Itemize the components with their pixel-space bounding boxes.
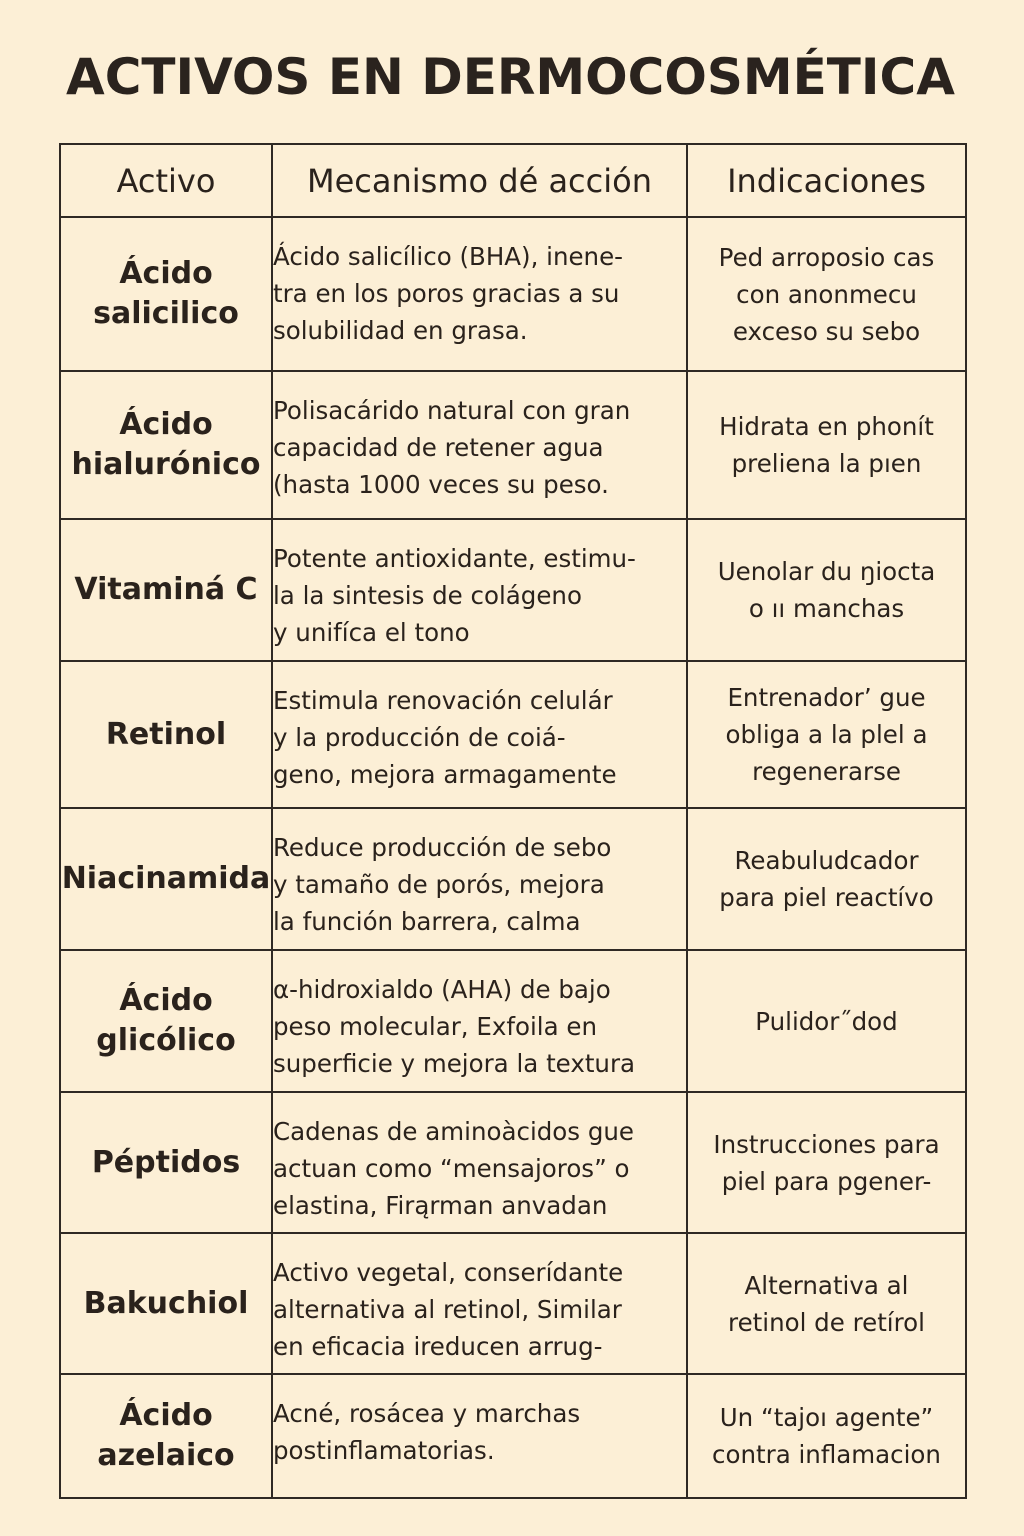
table-row [60, 661, 966, 808]
mecanismo-text: Activo vegetal, conserídante alternativa al retinol, Similar en eficacia ireducen arrug- [273, 1258, 624, 1361]
mecanismo-cell [272, 217, 687, 371]
activo-cell [60, 950, 272, 1092]
table-row [60, 1233, 966, 1374]
mecanismo-text: Cadenas de aminoàcidos gue actuan como “mensajoros” o elastina, Firąrman anvadan [273, 1117, 634, 1220]
table-row [60, 1092, 966, 1233]
activo-cell [60, 661, 272, 808]
table-row [60, 371, 966, 519]
activo-cell [60, 808, 272, 950]
activo-name: Ácido hialurónico [71, 407, 261, 482]
table-row [60, 950, 966, 1092]
activo-cell [60, 1092, 272, 1233]
indicaciones-cell [687, 1374, 966, 1498]
indicaciones-cell [687, 1092, 966, 1233]
activo-name: Niacinamida [61, 861, 271, 896]
indicaciones-text: Uenolar du ŋiocta o ıı manchas [717, 557, 936, 623]
mecanismo-text: Potente antioxidante, estimu- la la sintesis de colágeno y unifíca el tono [273, 544, 636, 647]
mecanismo-text: α-hidroxialdo (AHA) de bajo peso molecular, Exfoila en superficie y mejora la textura [273, 975, 636, 1078]
activo-name: Ácido salicilico [93, 256, 239, 331]
table-row [60, 217, 966, 371]
indicaciones-text: Hidrata en phonít preliena la pıen [719, 412, 934, 478]
indicaciones-text: Instrucciones para piel para pgener- [713, 1129, 940, 1196]
mecanismo-cell [272, 1374, 687, 1498]
activo-name: Ácido glicólico [96, 983, 236, 1058]
indicaciones-text: Reabuludcador para piel reactívo [719, 846, 934, 912]
activo-name: Péptidos [91, 1144, 241, 1180]
mecanismo-cell [272, 519, 687, 661]
mecanismo-cell [272, 808, 687, 950]
indicaciones-cell [687, 808, 966, 950]
table-body [60, 217, 966, 1498]
header-mecanismo: Mecanismo dé acción [272, 144, 687, 217]
indicaciones-text: Ped arroposio cas con anonmecu exceso su sebo [718, 242, 935, 346]
activo-name: Bakuchiol [83, 1285, 249, 1321]
table-header-row [60, 144, 966, 217]
activo-cell [60, 371, 272, 519]
table-row [60, 808, 966, 950]
mecanismo-text: Ácido salicílico (BHA), inene- tra en los poros gracias a su solubilidad en grasa. [273, 242, 623, 345]
activo-name: Retinol [105, 716, 227, 752]
header-activo: Activo [60, 144, 272, 217]
mecanismo-text: Polisacárido natural con gran capacidad de retener agua (hasta 1000 veces su peso. [273, 396, 631, 499]
indicaciones-cell [687, 519, 966, 661]
activo-cell [60, 519, 272, 661]
mecanismo-text: Estimula renovación celulár y la producción de coiá- geno, mejora armagamente [273, 686, 617, 789]
activo-cell [60, 1233, 272, 1374]
header-indicaciones: Indicaciones [687, 144, 966, 217]
activo-cell [60, 217, 272, 371]
indicaciones-text: Entrenador’ gue obliga a la plel a regenerarse [725, 683, 928, 786]
activo-name: Vitaminá C [74, 572, 258, 607]
mecanismo-cell [272, 371, 687, 519]
indicaciones-text: Alternativa al retinol de retírol [728, 1270, 925, 1337]
activo-name: Ácido azelaico [97, 1398, 235, 1473]
indicaciones-cell [687, 217, 966, 371]
mecanismo-cell [272, 661, 687, 808]
table-row [60, 1374, 966, 1498]
mecanismo-text: Acné, rosácea y marchas postinflamatorias. [273, 1399, 581, 1465]
mecanismo-text: Reduce producción de sebo y tamaño de porós, mejora la función barrera, calma [273, 833, 612, 936]
indicaciones-cell [687, 371, 966, 519]
mecanismo-cell [272, 950, 687, 1092]
page-title: ACTIVOS EN DERMOCOSMÉTICA [66, 48, 955, 106]
indicaciones-cell [687, 950, 966, 1092]
table-row [60, 519, 966, 661]
actives-table [59, 143, 967, 1499]
indicaciones-text: Pulidor˝dod [755, 1006, 898, 1036]
indicaciones-cell [687, 661, 966, 808]
indicaciones-cell [687, 1233, 966, 1374]
mecanismo-cell [272, 1233, 687, 1374]
mecanismo-cell [272, 1092, 687, 1233]
indicaciones-text: Un “tajoı agente” contra inflamacion [712, 1403, 941, 1469]
activo-cell [60, 1374, 272, 1498]
